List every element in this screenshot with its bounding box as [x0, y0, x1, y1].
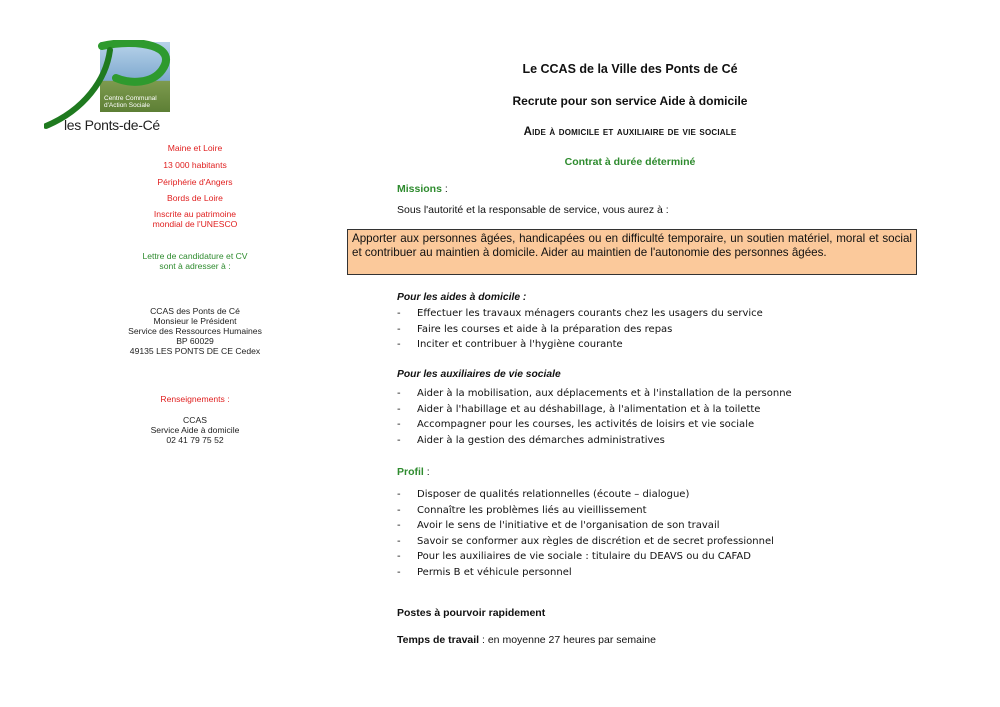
- temps-value: : en moyenne 27 heures par semaine: [479, 634, 656, 646]
- list-item: - Inciter et contribuer à l'hygiène courante: [397, 337, 763, 353]
- apply-line-1: Lettre de candidature et CV: [142, 251, 248, 261]
- aides-heading: Pour les aides à domicile :: [397, 292, 527, 303]
- address-line: Monsieur le Président: [153, 316, 237, 326]
- list-item: - Connaître les problèmes liés au vieillissement: [397, 503, 774, 519]
- aides-list: [397, 306, 763, 353]
- address-line: CCAS des Ponts de Cé: [150, 306, 240, 316]
- address-line: BP 60029: [176, 336, 214, 346]
- missions-colon: :: [441, 183, 448, 195]
- list-item: - Effectuer les travaux ménagers courants chez les usagers du service: [397, 306, 763, 322]
- job-title: Aide à domicile et auxiliaire de vie sociale: [523, 126, 737, 138]
- list-item: - Accompagner pour les courses, les activités de loisirs et vie sociale: [397, 417, 792, 433]
- profil-label: Profil: [397, 466, 424, 478]
- list-item: - Disposer de qualités relationnelles (écoute – dialogue): [397, 487, 774, 503]
- recruit-line: Recrute pour son service Aide à domicile: [512, 94, 748, 108]
- logo-town-name: les Ponts-de-Cé: [64, 117, 160, 133]
- missions-highlight-box: Apporter aux personnes âgées, handicapées ou en difficulté temporaire, un soutien matériel, moral et social et contribuer au maintien à domicile. Aider au maintien de l'autonomie des personnes âgées.: [347, 229, 917, 275]
- info-label: Renseignements :: [160, 394, 230, 404]
- list-item: - Savoir se conformer aux règles de discrétion et de secret professionnel: [397, 534, 774, 550]
- missions-label: Missions: [397, 183, 442, 195]
- list-item: - Aider à l'habillage et au déshabillage, à l'alimentation et à la toilette: [397, 402, 792, 418]
- address-line: Service des Ressources Humaines: [128, 326, 262, 336]
- profil-list: [397, 487, 774, 581]
- missions-heading: [397, 183, 448, 195]
- fact-loire: Bords de Loire: [167, 193, 223, 203]
- missions-intro: Sous l'autorité et la responsable de service, vous aurez à :: [397, 204, 669, 216]
- profil-heading: [397, 466, 430, 478]
- fact-location: Périphérie d'Angers: [157, 177, 233, 187]
- logo-box-line1: Centre Communal: [104, 95, 157, 102]
- page-title: Le CCAS de la Ville des Ponts de Cé: [522, 62, 738, 76]
- list-item: - Avoir le sens de l'initiative et de l'organisation de son travail: [397, 518, 774, 534]
- list-item: - Faire les courses et aide à la préparation des repas: [397, 322, 763, 338]
- profil-colon: :: [423, 466, 430, 478]
- auxiliaires-list: [397, 386, 792, 448]
- list-item: - Aider à la gestion des démarches administratives: [397, 433, 792, 449]
- contact-line: Service Aide à domicile: [150, 425, 240, 435]
- contract-type: Contrat à durée déterminé: [564, 156, 696, 168]
- auxiliaires-heading: Pour les auxiliaires de vie sociale: [397, 369, 561, 380]
- list-item: - Pour les auxiliaires de vie sociale : titulaire du DEAVS ou du CAFAD: [397, 549, 774, 565]
- logo-box-line2: d'Action Sociale: [104, 102, 151, 109]
- postes-line: Postes à pourvoir rapidement: [397, 607, 546, 619]
- temps-label: Temps de travail: [397, 634, 480, 646]
- list-item: - Aider à la mobilisation, aux déplacements et à l'installation de la personne: [397, 386, 792, 402]
- temps-line: [397, 634, 656, 646]
- list-item: - Permis B et véhicule personnel: [397, 565, 774, 581]
- contact-line: CCAS: [183, 415, 207, 425]
- apply-line-2: sont à adresser à :: [159, 261, 231, 271]
- address-line: 49135 LES PONTS DE CE Cedex: [129, 346, 261, 356]
- fact-unesco-2: mondial de l'UNESCO: [152, 219, 238, 229]
- fact-population: 13 000 habitants: [163, 160, 227, 170]
- fact-department: Maine et Loire: [167, 143, 223, 153]
- contact-phone: 02 41 79 75 52: [166, 435, 224, 445]
- fact-unesco-1: Inscrite au patrimoine: [153, 209, 237, 219]
